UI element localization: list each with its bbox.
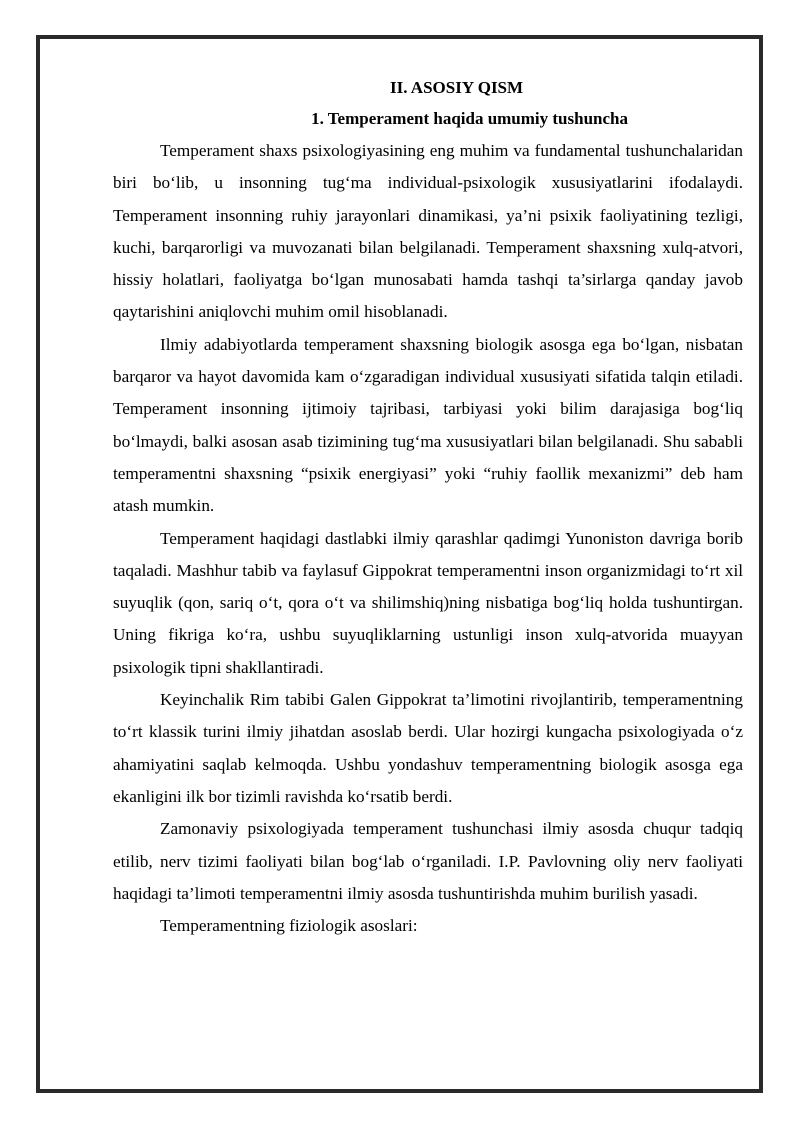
paragraph: Zamonaviy psixologiyada temperament tushunchasi ilmiy asosda chuqur tadqiq etilib, nerv tizimi faoliyati bilan bog‘lab o‘rganiladi. I.P. Pavlovning oliy nerv faoliyati haqidagi ta’limoti temperamentni ilmiy asosda tushuntirishda muhim burilish yasadi.	[113, 819, 743, 903]
paragraph: Keyinchalik Rim tabibi Galen Gippokrat ta’limotini rivojlantirib, temperamentning to‘rt klassik turini ilmiy jihatdan asoslab berdi. Ular hozirgi kungacha psixologiyada o‘z ahamiyatini saqlab kelmoqda. Ushbu yondashuv temperamentning biologik asosga ega ekanligini ilk bor tizimli ravishda ko‘rsatib berdi.	[113, 690, 743, 806]
paragraph: Ilmiy adabiyotlarda temperament shaxsning biologik asosga ega bo‘lgan, nisbatan barqaror va hayot davomida kam o‘zgaradigan individual xususiyati sifatida talqin etiladi. Temperament insonning ijtimoiy tajribasi, tarbiyasi yoki bilim darajasiga bog‘liq bo‘lmaydi, balki asosan asab tizimining tug‘ma xususiyatlari bilan belgilanadi. Shu sababli temperamentni shaxsning “psixik energiyasi” yoki “ruhiy faollik mexanizmi” deb ham atash mumkin.	[113, 334, 743, 516]
section-title: II. ASOSIY QISM	[390, 78, 524, 97]
document-body	[113, 73, 743, 942]
paragraph: Temperament haqidagi dastlabki ilmiy qarashlar qadimgi Yunoniston davriga borib taqaladi. Mashhur tabib va faylasuf Gippokrat temperamentni inson organizmidagi to‘rt xil suyuqlik (qon, sariq o‘t, qora o‘t va shilimshiq)ning nisbatiga bog‘liq holda tushuntirgan. Uning fikriga ko‘ra, ushbu suyuqliklarning ustunligi inson xulq-atvorida muayyan psixologik tipni shakllantiradi.	[113, 528, 743, 677]
subsection-title: 1. Temperament haqida umumiy tushuncha	[311, 109, 628, 128]
paragraph: Temperamentning fiziologik asoslari:	[160, 916, 418, 936]
paragraph: Temperament shaxs psixologiyasining eng muhim va fundamental tushunchalaridan biri bo‘lib, u insonning tug‘ma individual-psixologik xususiyatlarini ifodalaydi. Temperament insonning ruhiy jarayonlari dinamikasi, ya’ni psixik faoliyatining tezligi, kuchi, barqarorligi va muvozanati bilan belgilanadi. Temperament shaxsning xulq-atvori, hissiy holatlari, faoliyatga bo‘lgan munosabati hamda tashqi ta’sirlarga qanday javob qaytarishini aniqlovchi muhim omil hisoblanadi.	[113, 141, 743, 322]
